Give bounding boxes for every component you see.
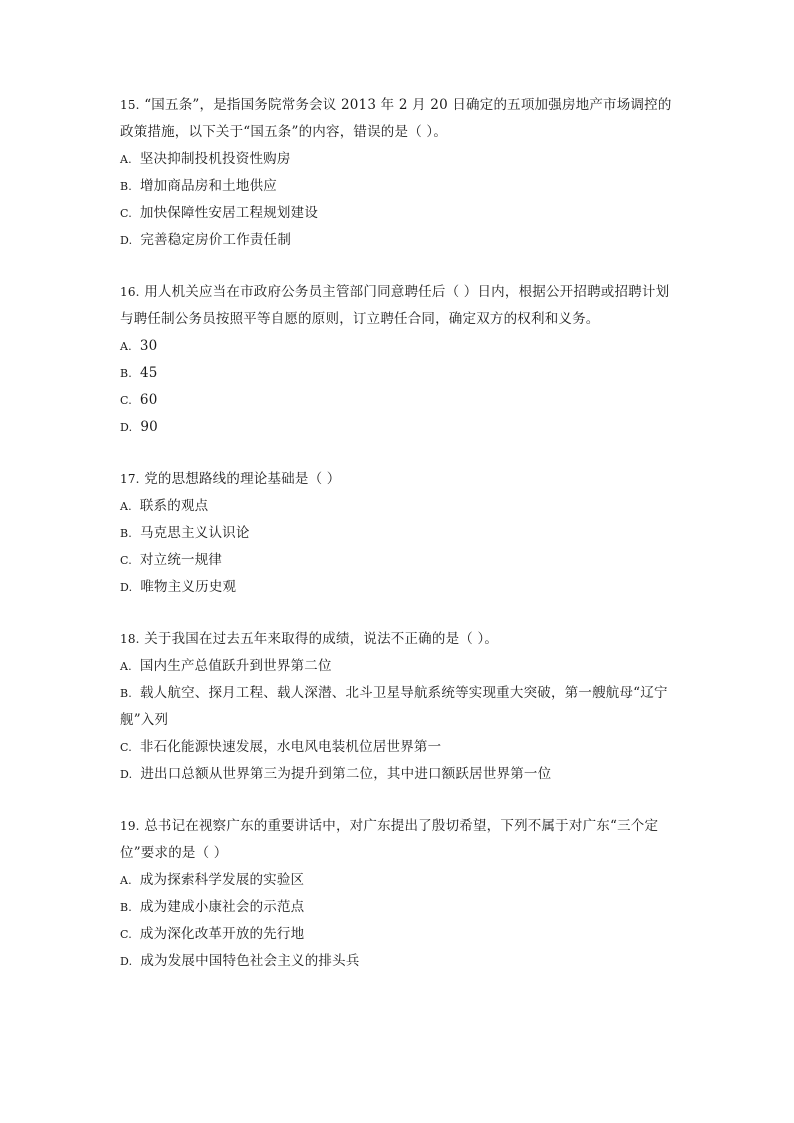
option-letter: B. — [120, 901, 132, 914]
option-c — [120, 387, 680, 414]
question-stem — [120, 626, 680, 653]
spacer — [120, 601, 680, 626]
option-text: 非石化能源快速发展，水电风电装机位居世界第一 — [139, 739, 442, 755]
question-page — [120, 92, 680, 975]
option-b — [120, 520, 680, 547]
option-letter: A. — [120, 340, 132, 353]
option-letter: B. — [120, 180, 132, 193]
option-b — [120, 173, 680, 200]
option-d — [120, 414, 680, 441]
option-letter: C. — [120, 928, 132, 941]
question-19 — [120, 813, 680, 975]
question-number: 15. — [120, 98, 140, 112]
option-letter: C. — [120, 207, 132, 220]
option-a — [120, 333, 680, 360]
question-text: 总书记在视察广东的重要讲话中，对广东提出了殷切希望，下列不属于对广东“三个定位”要求的是（ ） — [120, 818, 659, 861]
option-text: 30 — [139, 338, 158, 354]
option-a — [120, 146, 680, 173]
option-text: 联系的观点 — [139, 498, 209, 514]
option-letter: B. — [120, 527, 132, 540]
option-letter: C. — [120, 741, 132, 754]
option-a — [120, 653, 680, 680]
option-text: 成为探索科学发展的实验区 — [139, 872, 305, 888]
option-letter: D. — [120, 234, 133, 247]
option-text: 坚决抑制投机投资性购房 — [139, 151, 291, 167]
option-d — [120, 761, 680, 788]
question-stem — [120, 279, 680, 333]
question-text: “国五条”，是指国务院常务会议 2013 年 2 月 20 日确定的五项加强房地产市场调控的政策措施，以下关于“国五条”的内容，错误的是（ ）。 — [120, 97, 672, 140]
option-text: 成为深化改革开放的先行地 — [139, 926, 305, 942]
option-letter: D. — [120, 421, 133, 434]
option-a — [120, 867, 680, 894]
question-text: 用人机关应当在市政府公务员主管部门同意聘任后（ ）日内，根据公开招聘或招聘计划与聘任制公务员按照平等自愿的原则，订立聘任合同，确定双方的权利和义务。 — [120, 284, 670, 327]
option-b — [120, 360, 680, 387]
option-text: 成为发展中国特色社会主义的排头兵 — [140, 953, 360, 969]
spacer — [120, 441, 680, 466]
option-text: 对立统一规律 — [139, 552, 223, 568]
option-text: 进出口总额从世界第三为提升到第二位，其中进口额跃居世界第一位 — [140, 766, 552, 782]
question-stem — [120, 466, 680, 493]
question-text: 党的思想路线的理论基础是（ ） — [144, 471, 341, 487]
option-d — [120, 227, 680, 254]
option-b — [120, 680, 680, 734]
option-text: 加快保障性安居工程规划建设 — [139, 205, 319, 221]
option-letter: B. — [120, 367, 132, 380]
question-17 — [120, 466, 680, 601]
question-number: 16. — [120, 285, 140, 299]
option-c — [120, 734, 680, 761]
question-number: 17. — [120, 472, 140, 486]
option-letter: D. — [120, 581, 133, 594]
spacer — [120, 788, 680, 813]
question-text: 关于我国在过去五年来取得的成绩，说法不正确的是（ ）。 — [144, 631, 499, 647]
option-d — [120, 574, 680, 601]
option-text: 马克思主义认识论 — [139, 525, 250, 541]
question-number: 19. — [120, 819, 140, 833]
option-letter: A. — [120, 153, 132, 166]
option-letter: A. — [120, 874, 132, 887]
option-c — [120, 547, 680, 574]
option-text: 完善稳定房价工作责任制 — [140, 232, 292, 248]
option-letter: B. — [120, 687, 132, 700]
option-letter: A. — [120, 500, 132, 513]
option-text: 60 — [139, 392, 158, 408]
option-letter: A. — [120, 660, 132, 673]
question-stem — [120, 813, 680, 867]
question-number: 18. — [120, 632, 140, 646]
option-text: 增加商品房和土地供应 — [139, 178, 277, 194]
option-letter: D. — [120, 955, 133, 968]
question-16 — [120, 279, 680, 441]
option-letter: C. — [120, 394, 132, 407]
option-c — [120, 921, 680, 948]
option-c — [120, 200, 680, 227]
option-text: 载人航空、探月工程、载人深潜、北斗卫星导航系统等实现重大突破，第一艘航母“辽宁舰”入列 — [120, 685, 668, 728]
option-text: 90 — [140, 419, 158, 435]
option-b — [120, 894, 680, 921]
spacer — [120, 254, 680, 279]
option-d — [120, 948, 680, 975]
option-text: 国内生产总值跃升到世界第二位 — [139, 658, 332, 674]
option-letter: C. — [120, 554, 132, 567]
option-text: 唯物主义历史观 — [140, 579, 237, 595]
question-15 — [120, 92, 680, 254]
option-text: 成为建成小康社会的示范点 — [139, 899, 305, 915]
option-a — [120, 493, 680, 520]
option-letter: D. — [120, 768, 133, 781]
question-18 — [120, 626, 680, 788]
question-stem — [120, 92, 680, 146]
option-text: 45 — [139, 365, 158, 381]
